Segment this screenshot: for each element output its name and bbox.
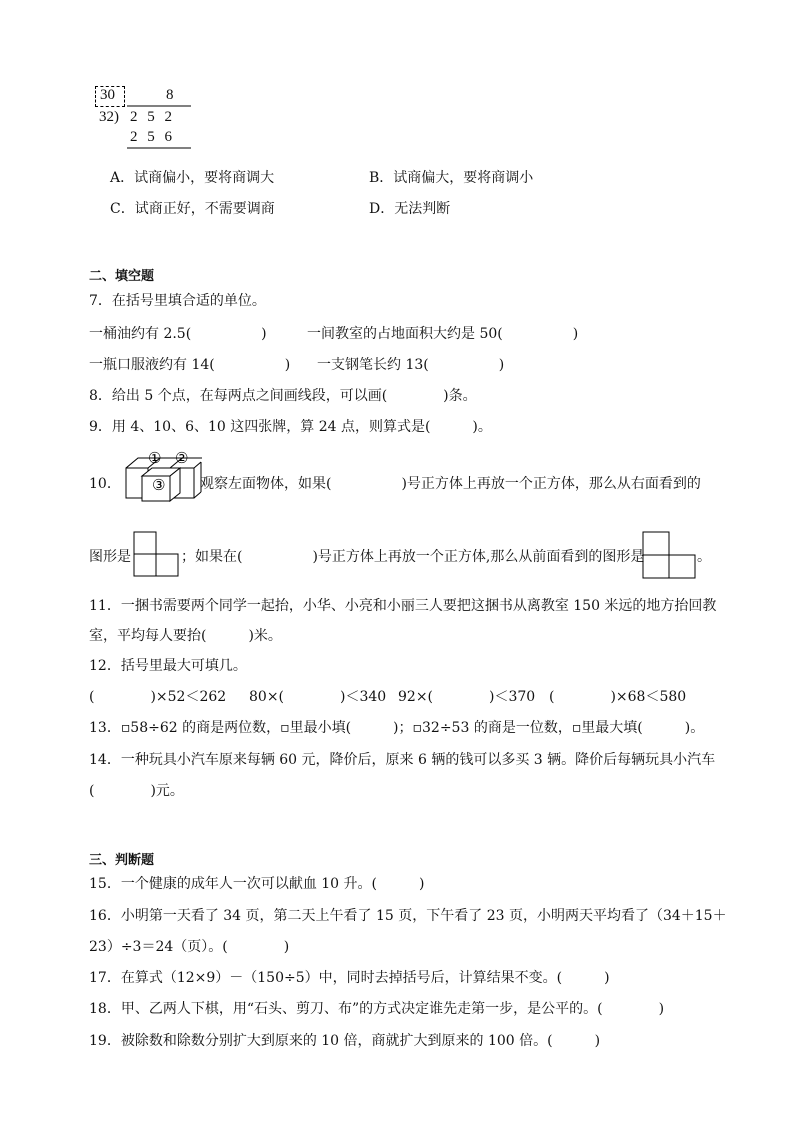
option-b: B．试商偏大，要将商调小 (369, 170, 534, 186)
question-19: 19．被除数和除数分别扩大到原来的 10 倍，商就扩大到原来的 100 倍。( ) (89, 1033, 601, 1049)
cube-label-1: ① (148, 450, 162, 467)
question-15: 15．一个健康的成年人一次可以献血 10 升。( ) (89, 876, 425, 892)
cube-stack-figure (122, 450, 202, 502)
question-10-text: 观察左面物体，如果( )号正方体上再放一个正方体，那么从右面看到的 (200, 476, 701, 492)
option-d: D．无法判断 (369, 201, 451, 217)
option-a: A．试商偏小，要将商调大 (110, 170, 275, 186)
question-7-a: 一桶油约有 2.5( ) (89, 326, 267, 342)
long-division-figure (95, 86, 195, 152)
front-view-grid-figure (642, 531, 696, 579)
question-12-a: ( )×52＜262 (89, 689, 227, 705)
question-7: 7．在括号里填合适的单位。 (89, 293, 266, 309)
question-10-text2a: 图形是 (89, 549, 131, 565)
question-7-d: 一支钢笔长约 13( ) (317, 357, 505, 373)
question-10-text2b: ；如果在( )号正方体上再放一个正方体,那么从前面看到的图形是 (181, 549, 645, 565)
question-14-line1: 14．一种玩具小汽车原来每辆 60 元，降价后，原来 6 辆的钱可以多买 3 辆。降价后每辆玩具小汽车 (89, 752, 716, 768)
quotient-digit: 8 (166, 87, 174, 103)
question-10-text2c: 。 (697, 549, 711, 565)
question-14-line2: ( )元。 (89, 783, 184, 799)
cube-label-3: ③ (152, 476, 166, 494)
question-12: 12．括号里最大可填几。 (89, 658, 247, 674)
question-12-d: ( )×68＜580 (549, 689, 687, 705)
question-13: 13．▫58÷62 的商是两位数，▫里最小填( )；▫32÷53 的商是一位数，▫里最大填( )。 (89, 720, 705, 736)
question-7-c: 一瓶口服液约有 14( ) (89, 357, 291, 373)
question-16-line1: 16．小明第一天看了 34 页，第二天上午看了 15 页，下午看了 23 页，小明两天平均看了（34＋15＋ (89, 908, 727, 924)
section-heading-fill-blank: 二、填空题 (89, 269, 155, 284)
section-heading-true-false: 三、判断题 (89, 853, 155, 868)
question-9: 9．用 4、10、6、10 这四张牌，算 24 点，则算式是( )。 (89, 419, 492, 435)
option-c: C．试商正好，不需要调商 (110, 201, 275, 217)
right-view-grid-figure (133, 531, 179, 577)
question-18: 18．甲、乙两人下棋，用“石头、剪刀、布”的方式决定谁先走第一步，是公平的。( ) (89, 1001, 665, 1017)
boxed-quotient: 30 (100, 87, 115, 103)
question-8: 8．给出 5 个点，在每两点之间画线段，可以画( )条。 (89, 388, 477, 404)
divisor: 32) (99, 109, 119, 125)
question-11-line2: 室，平均每人要抬( )米。 (89, 628, 282, 644)
dividend: 2 5 2 (130, 109, 175, 125)
question-11-line1: 11．一捆书需要两个同学一起抬，小华、小亮和小丽三人要把这捆书从离教室 150 米远的地方抬回教 (89, 598, 717, 614)
question-10-number: 10． (89, 476, 121, 492)
question-17: 17．在算式（12×9）－（150÷5）中，同时去掉括号后，计算结果不变。( ) (89, 970, 610, 986)
question-16-line2: 23）÷3＝24（页）。( ) (89, 939, 290, 955)
question-12-c: 92×( )＜370 (398, 689, 536, 705)
product: 2 5 6 (130, 129, 175, 145)
question-12-b: 80×( )＜340 (249, 689, 387, 705)
question-7-b: 一间教室的占地面积大约是 50( ) (307, 326, 579, 342)
cube-label-2: ② (175, 450, 189, 467)
